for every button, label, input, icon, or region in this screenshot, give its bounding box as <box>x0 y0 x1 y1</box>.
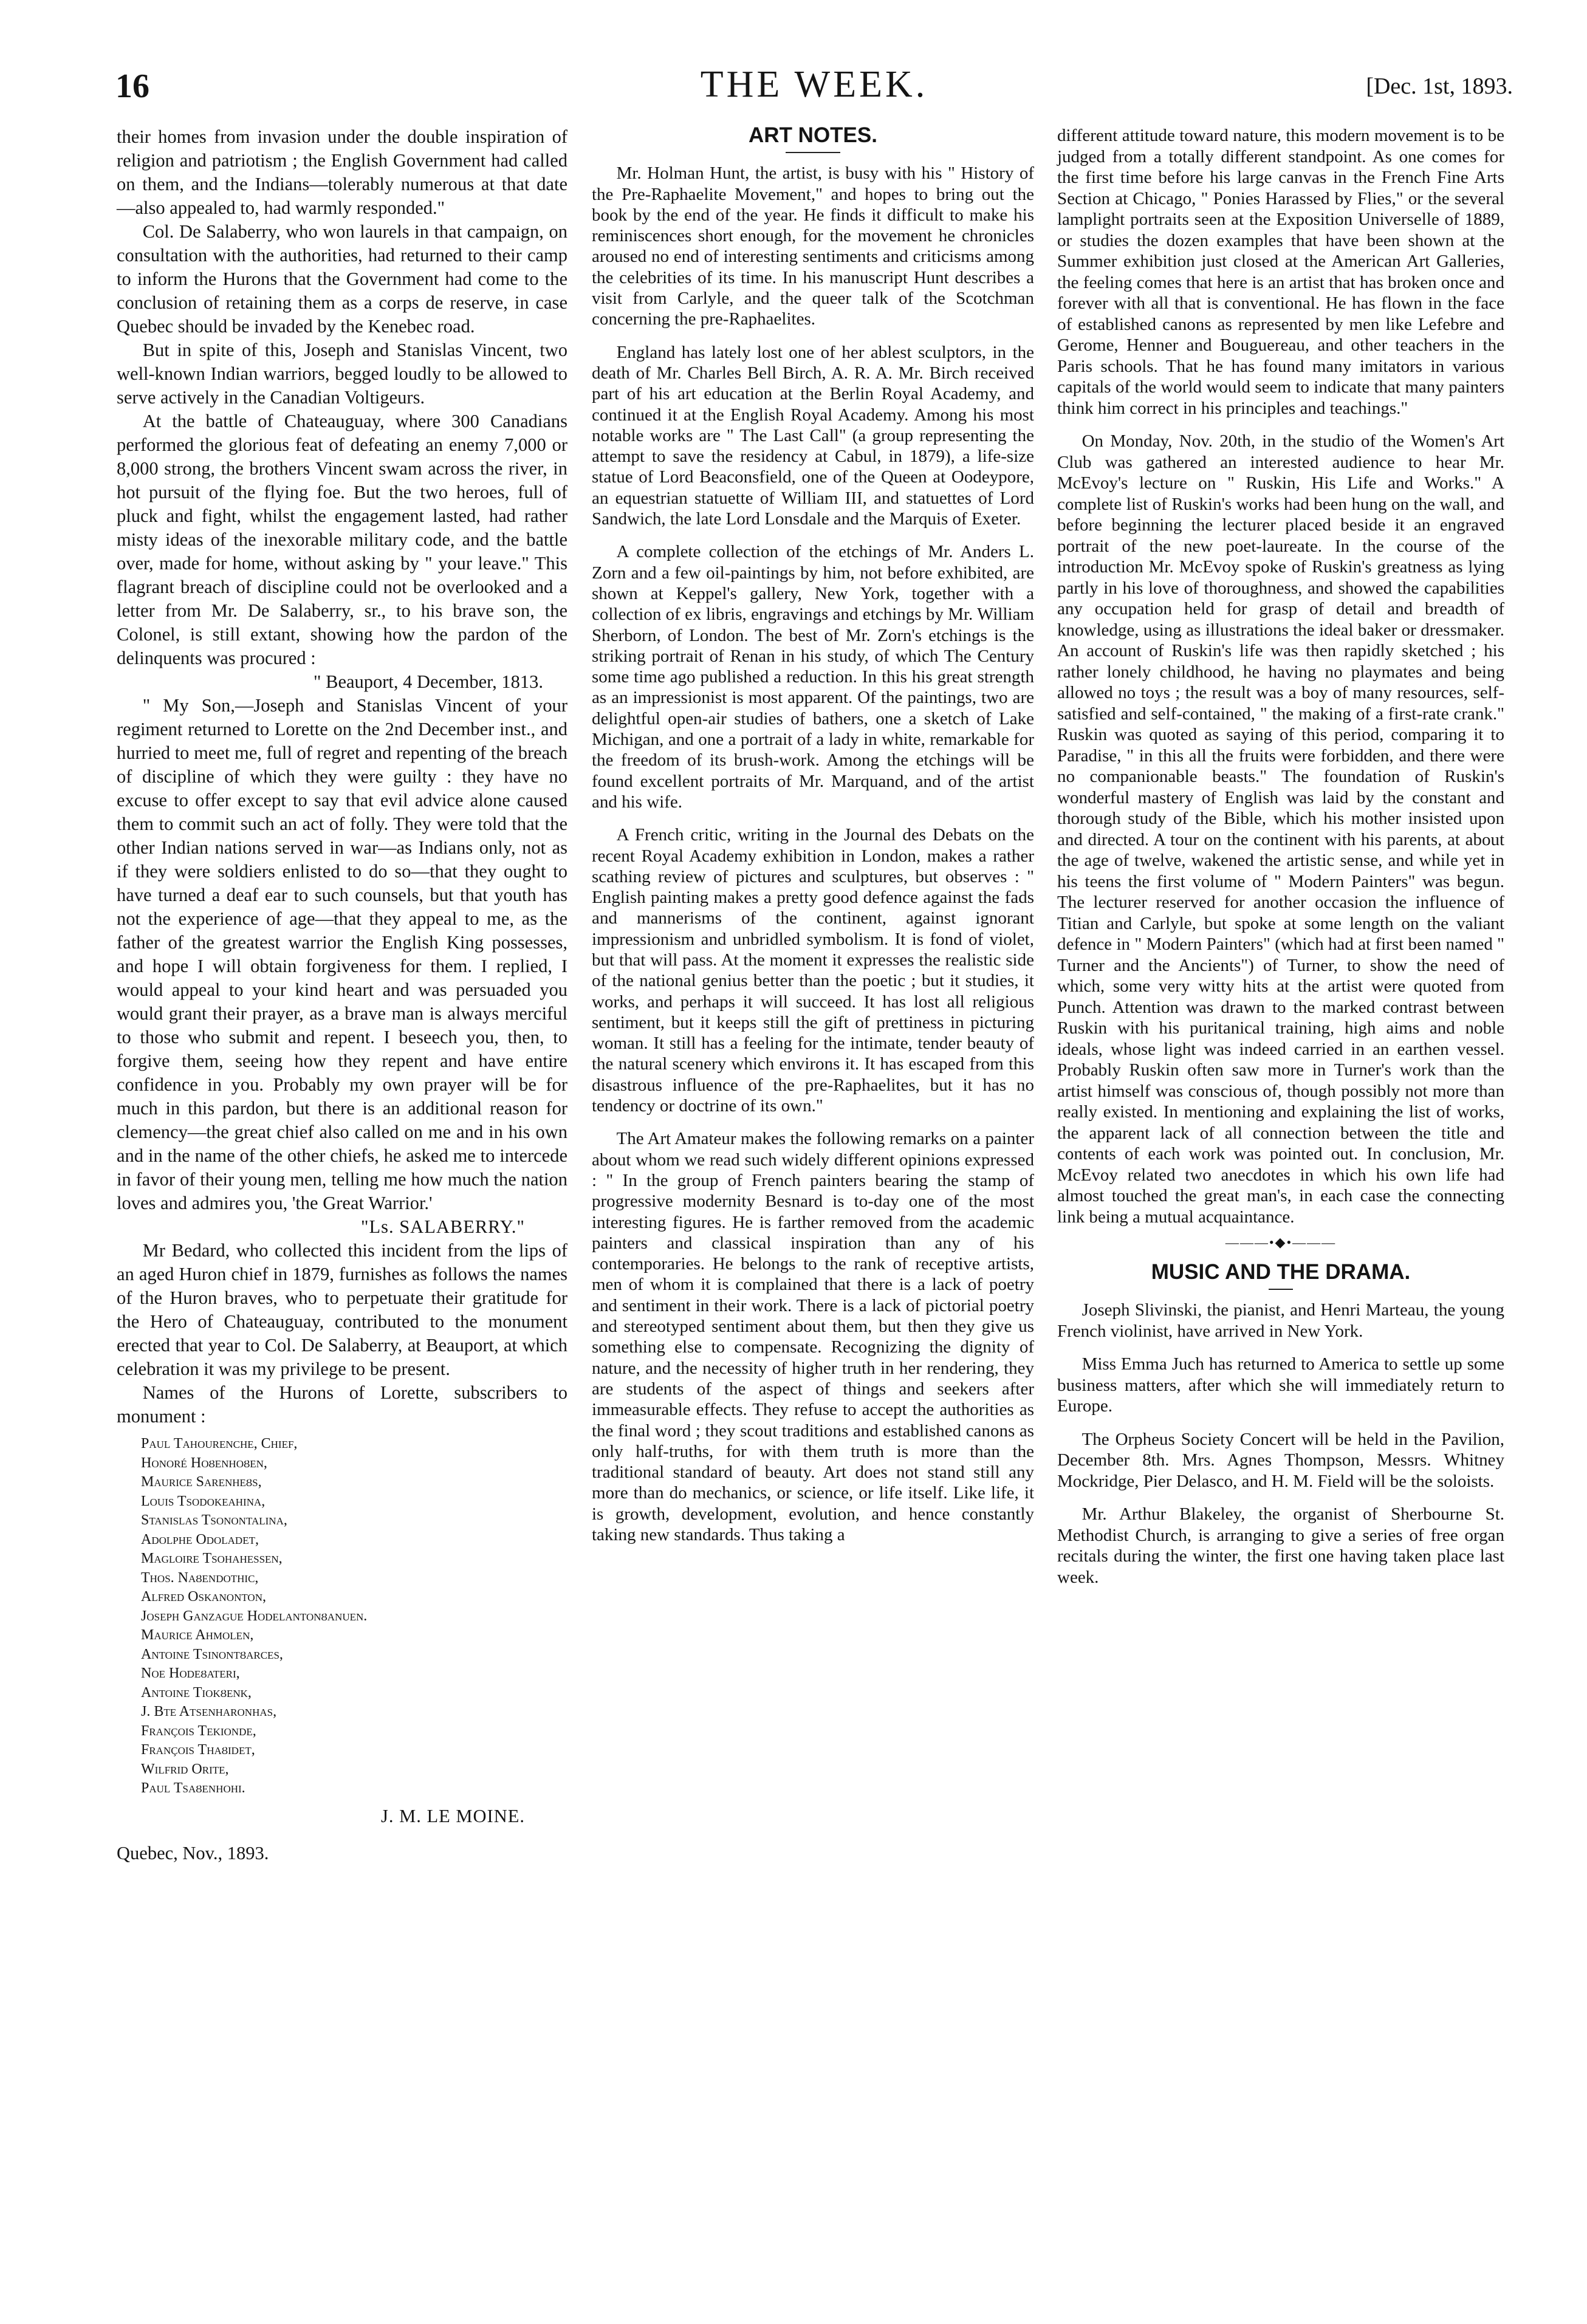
list-item: Adolphe Odoladet, <box>141 1531 259 1548</box>
list-item: Antoine Tiokȣenk, <box>141 1684 252 1701</box>
list-item: Thos. Naȣendothic, <box>141 1569 259 1586</box>
list-item: Joseph Ganzague Hodelantonȣanuen. <box>141 1608 368 1624</box>
list-item: J. Bte Atsenharonhas, <box>141 1704 277 1719</box>
column-right <box>1057 125 1504 1588</box>
letter-signature: "Ls. SALABERRY." <box>361 1216 525 1237</box>
list-item: Louis Tsodokeahina, <box>141 1493 266 1509</box>
issue-date: [Dec. 1st, 1893. <box>1366 74 1513 99</box>
paragraph: A complete collection of the etchings of Mr. Anders L. Zorn and a few oil-paintings by him, not before exhibited, are shown at Keppel's gallery, New York, together with a collection of ex libris, engravings and etchings by Mr. William Sherborn, of London. The best of Mr. Zorn's etchings is the striking portrait of Renan in his study, of which The Century some time ago published a reduction. In this his great strength as an impressionist is most apparent. Of the paintings, two are delightful open-air studies of bathers, one a sketch of Lake Michigan, and one a portrait of a lady in white, remarkable for the freedom of its brush-work. Among the etchings will be found excellent portraits of Mr. Marquand, and of the artist and his wife. <box>592 542 1034 812</box>
list-item: Noe Hodeȣateri, <box>141 1665 240 1681</box>
publication-title: THE WEEK. <box>700 64 928 105</box>
page-number: 16 <box>115 67 149 105</box>
paragraph: Mr. Arthur Blakeley, the organist of Sherbourne St. Methodist Church, is arranging to give a series of free organ recitals during the winter, the first one having taken place last week. <box>1057 1504 1504 1587</box>
heading-rule <box>786 152 840 153</box>
column-left <box>117 125 567 1865</box>
paragraph: their homes from invasion under the double inspiration of religion and patriotism ; the English Government had called on them, and the Indians—tolerably numerous at that date —also appealed to, had warmly responded." <box>117 126 567 218</box>
paragraph: A French critic, writing in the Journal des Debats on the recent Royal Academy exhibition in London, makes a rather scathing review of pictures and sculptures, but observes : " English painting makes a pretty good defence against the fads and mannerisms of the continent, against ignorant impressionism and unbridled symbolism. It is fond of violet, but that will pass. At the moment it expresses the realistic side of the national genius better than the poetic ; but it studies, it works, and perhaps it will succeed. It has lost all religious sentiment, but it keeps still the gift of prettiness in picturing woman. It still has a feeling for the intimate, tender beauty of the natural scenery which environs it. It has escaped from this disastrous influence of the pre-Raphaelites, but it has no tendency or doctrine of its own." <box>592 825 1034 1116</box>
article-place-date: Quebec, Nov., 1893. <box>117 1842 269 1863</box>
list-item: Paul Tahourenche, Chief, <box>141 1436 298 1452</box>
list-item: Maurice Sarenheȣs, <box>141 1474 262 1490</box>
section-heading-music-drama: MUSIC AND THE DRAMA. <box>1151 1260 1411 1284</box>
paragraph: Miss Emma Juch has returned to America to settle up some business matters, after which she will immediately return to Europe. <box>1057 1354 1504 1416</box>
subscriber-list <box>141 1435 567 1798</box>
paragraph: Mr. Holman Hunt, the artist, is busy with his " History of the Pre-Raphaelite Movement," and hopes to bring out the book by the end of the year. He finds it difficult to make his reminiscences short enough, for the movement he chronicles aroused no end of interesting sentiments and criticisms among the celebrities of its time. In his manuscript Hunt describes a visit from Carlyle, and the queer talk of the Scotchman concerning the pre-Raphaelites. <box>592 163 1034 329</box>
list-item: François Tekionde, <box>141 1722 256 1739</box>
paragraph: The Art Amateur makes the following remarks on a painter about whom we read such widely different opinions expressed : " In the group of French painters bearing the stamp of progressive modernity Besnard is to-day one of the most interesting figures. He is farther removed from the academic painters and classical inspiration than any of his contemporaries. He belongs to the rank of receptive artists, men of whom it is complained that there is a lack of poetry and sentiment in their work. There is a lack of pictorial poetry and stereotyped sentiment about them, but then they give us something else to compensate. Recognizing the dignity of nature, and the necessity of higher truth in her rendering, they are students of the aspect of things and seekers after immeasurable effects. They refuse to accept the authorities as the final word ; they scout traditions and established canons as only half-truths, for with them truth is more than the traditional standard of beauty. Art does not stand still any more than do mechanics, or science, or life itself. Like life, it is growth, development, evolution, and hence constantly taking new standards. Thus taking a <box>592 1129 1034 1544</box>
column-middle <box>592 125 1034 1545</box>
list-item: Wilfrid Orite, <box>141 1761 229 1777</box>
list-item: Alfred Oskanonton, <box>141 1589 266 1605</box>
article-author: J. M. LE MOINE. <box>381 1805 525 1826</box>
list-item: François Thaȣidet, <box>141 1742 255 1758</box>
list-item: Maurice Ahmolen, <box>141 1627 254 1643</box>
paragraph: Names of the Hurons of Lorette, subscribers to monument : <box>117 1382 567 1427</box>
section-heading-art-notes: ART NOTES. <box>749 123 877 147</box>
paragraph: Joseph Slivinski, the pianist, and Henri Marteau, the young French violinist, have arrived in New York. <box>1057 1300 1504 1341</box>
letter-dateline: " Beauport, 4 December, 1813. <box>314 671 543 692</box>
paragraph: different attitude toward nature, this modern movement is to be judged from a totally different standpoint. As one comes for the first time before his large canvas in the French Fine Arts Section at Chicago, " Ponies Harassed by Flies," or the several lamplight portraits seen at the Exposition Universelle of 1889, or studies the dozen examples that have been shown at the Summer exhibition just closed at the American Art Galleries, the feeling comes that here is an artist that has broken once and forever with all that is conventional. He has flown in the face of established canons as represented by men like Lefebre and Gerome, Henner and Bouguereau, and other teachers in the Paris schools. That he has found many imitators in various capitals of the world would seem to indicate that many painters think him correct in his principles and teachings." <box>1057 126 1504 418</box>
list-item: Magloire Tsohahessen, <box>141 1551 283 1566</box>
paragraph: Col. De Salaberry, who won laurels in that campaign, on consultation with the authorities, had returned to their camp to inform the Hurons that the Government had come to the conclusion of retaining them as a corps de reserve, in case Quebec should be invaded by the Kenebec road. <box>117 221 567 337</box>
paragraph: England has lately lost one of her ablest sculptors, in the death of Mr. Charles Bell Birch, A. R. A. Mr. Birch received part of his art education at the Berlin Royal Academy, and continued it at the English Royal Academy. Among his most notable works are " The Last Call" (a group representing the attempt to save the residency at Cabul, in 1879), a life-size statue of Lord Beaconsfield, one of the Queen at Oodeypore, an equestrian statuette of William III, and statuettes of Lord Sandwich, the late Lord Lonsdale and the Marquis of Exeter. <box>592 342 1034 529</box>
masthead <box>115 63 1513 112</box>
list-item: Stanislas Tsonontalina, <box>141 1512 287 1528</box>
heading-rule <box>1269 1289 1293 1290</box>
list-item: Antoine Tsinontȣarces, <box>141 1646 283 1662</box>
paragraph: On Monday, Nov. 20th, in the studio of the Women's Art Club was gathered an interested audience to hear Mr. McEvoy's lecture on " Ruskin, His Life and Works." A complete list of Ruskin's works had been hung on the wall, and before beginning the lecturer placed beside it an engraved portrait of the new poet-laureate. In the course of the introduction Mr. McEvoy spoke of Ruskin's greatness as lying partly in his love of thoroughness, and showed the capabilities any occupation held for grasp of detail and breadth of knowledge, using as illustrations the ideal baker or dressmaker. An account of Ruskin's life was then rapidly sketched ; his rather lonely childhood, he having no playmates and being allowed no toys ; the result was a boy of many resources, self-satisfied and self-contained, " the making of a first-rate crank." Ruskin was quoted as saying of this period, comparing it to Paradise, " in this all the fruits were forbidden, and there were no companionable beasts." The foundation of Ruskin's wonderful mastery of English was laid by the constant and thorough study of the Bible, which his mother insisted upon and directed. A tour on the continent with his parents, at about the age of twelve, wakened the artistic sense, and while yet in his teens the first volume of " Modern Painters" was begun. The lecturer reserved for another occasion the influence of Titian and Carlyle, but spoke at some length on the valiant defence in " Modern Painters" (which had at first been named " Turner and the Ancients") of Turner, to show the need of which, some very witty hits at the artist were quoted from Punch. Attention was drawn to the marked contrast between Ruskin with his puritanical training, high aims and noble ideals, whose light was indeed carried in an earthen vessel. Probably Ruskin often saw more in Turner's work than the artist himself was conscious of, though possibly not more than really existed. In mentioning and explaining the list of works, the apparent lack of all connection between the title and contents of each work was pointed out. In conclusion, Mr. McEvoy related two anecdotes in which his own life had almost touched the great man's, in each case the connecting link being a mutual acquaintance. <box>1057 431 1504 1227</box>
paragraph: Mr Bedard, who collected this incident from the lips of an aged Huron chief in 1879, furnishes as follows the names of the Huron braves, who to perpetuate their gratitude for the Hero of Chateauguay, contributed to the monument erected that year to Col. De Salaberry, at Beauport, at which celebration it was my privilege to be present. <box>117 1240 567 1379</box>
list-item: Paul Tsaȣenhohi. <box>141 1780 245 1796</box>
paragraph: The Orpheus Society Concert will be held in the Pavilion, December 8th. Mrs. Agnes Thompson, Messrs. Whitney Mockridge, Pier Delasco, and H. M. Field will be the soloists. <box>1057 1429 1504 1491</box>
list-item: Honoré Hoȣenhoȣen, <box>141 1455 267 1471</box>
paragraph: At the battle of Chateauguay, where 300 Canadians performed the glorious feat of defeating an enemy 7,000 or 8,000 strong, the brothers Vincent swam across the river, in hot pursuit of the flying foe. But the two heroes, full of pluck and fight, whilst the engagement lasted, had rather misty ideas of the inexorable military code, and the battle over, made for home, without asking by " your leave." This flagrant breach of discipline could not be overlooked and a letter from Mr. De Salaberry, sr., to his brave son, the Colonel, is still extant, showing how the pardon of the delinquents was procured : <box>117 411 567 668</box>
paragraph: " My Son,—Joseph and Stanislas Vincent of your regiment returned to Lorette on the 2nd December inst., and hurried to meet me, full of regret and repenting of the breach of discipline of which they were guilty : they have no excuse to offer except to say that evil advice alone caused them to commit such an act of folly. They were told that the other Indian nations served in war—as Indians only, not as if they were soldiers enlisted to do so—that they ought to have turned a deaf ear to such counsels, but that youth has not the experience of age—that they appeal to me, as the father of the greatest warrior the English King possesses, and hope I will obtain forgiveness for them. I replied, I would appeal to your kind heart and was persuaded you would grant their prayer, as a brave man is always merciful to those who submit and repent. I beseech you, then, to forgive them, seeing how they repent and have entire confidence in you. Probably my own prayer will be for much in this pardon, but there is an additional reason for clemency—the great chief also called on me and in his own and in the name of the other chiefs, he asked me to intercede in favor of their young men, telling me how much the nation loves and admires you, 'the Great Warrior.' <box>117 695 567 1213</box>
paragraph: But in spite of this, Joseph and Stanislas Vincent, two well-known Indian warriors, begged loudly to be allowed to serve actively in the Canadian Voltigeurs. <box>117 340 567 408</box>
section-divider: ———•◆•——— <box>1225 1235 1337 1250</box>
